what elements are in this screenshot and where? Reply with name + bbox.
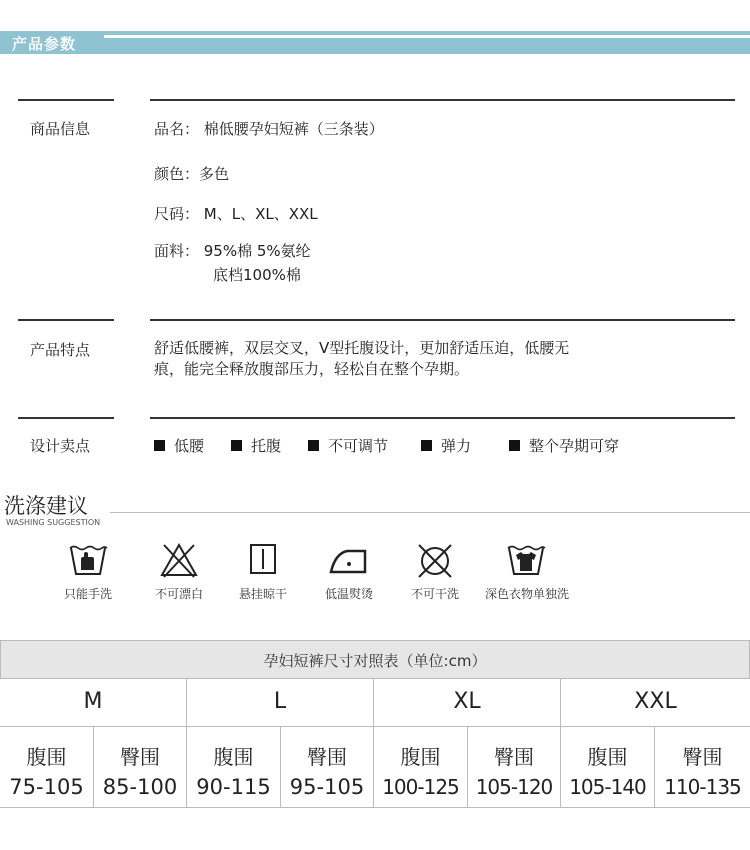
hip-value: 110-135 [664,775,741,799]
selling-point: 低腰 [154,435,204,456]
hip-label: 臀围 [682,745,723,769]
size-table-header [0,640,750,679]
waist-label: 腹围 [213,745,254,769]
header-band [0,31,750,35]
hand-wash-icon [67,542,109,578]
table-row [187,727,281,807]
table-row [94,727,187,807]
table-row [0,727,94,807]
divider [18,99,114,101]
waist-value: 90-115 [196,775,271,799]
selling-point: 不可调节 [308,435,388,456]
divider [150,417,735,419]
hip-label: 臀围 [120,745,160,769]
table-row [655,727,750,807]
features-text-line1: 舒适低腰裤，双层交叉，V型托腹设计，更加舒适压迫，低腰无 [154,339,570,357]
waist-value: 105-140 [569,775,646,799]
waist-label: 腹围 [587,745,628,769]
size-cell-xl: XL [374,678,561,726]
hip-label: 臀围 [494,745,534,769]
section-header-text: 产品参数 [12,35,77,53]
wash-label: 悬挂晾干 [238,587,287,601]
features-label: 产品特点 [30,341,91,359]
wash-label: 只能手洗 [63,587,112,601]
bullet-square-icon [308,440,319,451]
washing-divider [110,512,750,513]
waist-value: 100-125 [382,775,459,799]
waist-label: 腹围 [400,745,441,769]
size-cell-xxl: XXL [634,689,677,714]
washing-subtitle: WASHING SUGGESTION [6,518,101,527]
no-bleach-icon [159,542,199,578]
divider [18,319,114,321]
table-divider [0,807,750,808]
hip-value: 85-100 [102,775,178,799]
waist-value: 75-105 [9,775,84,799]
wash-label: 低温熨烫 [324,587,373,601]
product-name: 品名： 棉低腰孕妇短裤（三条装） [154,120,384,138]
header-band-bar [100,38,750,54]
hip-value: 105-120 [475,775,553,799]
wash-dark-separately-icon [506,542,546,578]
bullet-square-icon [421,440,432,451]
waist-label: 腹围 [26,745,67,769]
bullet-square-icon [154,440,165,451]
table-row [468,727,561,807]
table-row [561,727,655,807]
bullet-square-icon [231,440,242,451]
selling-point: 整个孕期可穿 [509,435,619,456]
hip-label: 臀围 [307,745,347,769]
size-cell-l: L [187,678,374,726]
wash-label: 不可干洗 [410,587,459,601]
section-header [0,31,104,54]
washing-title: 洗涤建议 [4,494,88,518]
info-label: 商品信息 [30,120,91,138]
product-fabric-crotch: 底档100%棉 [213,266,301,284]
divider [150,319,735,321]
divider [150,99,735,101]
wash-label: 不可漂白 [154,587,203,601]
selling-point: 托腹 [231,435,281,456]
table-row [281,727,374,807]
no-dry-clean-icon [416,542,454,580]
hip-value: 95-105 [289,775,365,799]
selling-point: 弹力 [421,435,471,456]
bullet-square-icon [509,440,520,451]
table-row [374,727,468,807]
product-color: 颜色：多色 [154,165,230,183]
features-text-line2: 痕，能完全释放腹部压力，轻松自在整个孕期。 [154,360,470,378]
product-sizes: 尺码： M、L、XL、XXL [154,205,318,223]
size-cell-m: M [0,678,187,726]
divider [18,417,114,419]
hang-dry-icon [248,542,278,576]
size-table-title: 孕妇短裤尺寸对照表（单位:cm） [263,652,487,670]
wash-label: 深色衣物单独洗 [484,587,569,601]
selling-points-label: 设计卖点 [30,437,91,455]
product-fabric: 面料： 95%棉 5%氨纶 [154,242,311,260]
low-iron-icon [327,542,371,576]
